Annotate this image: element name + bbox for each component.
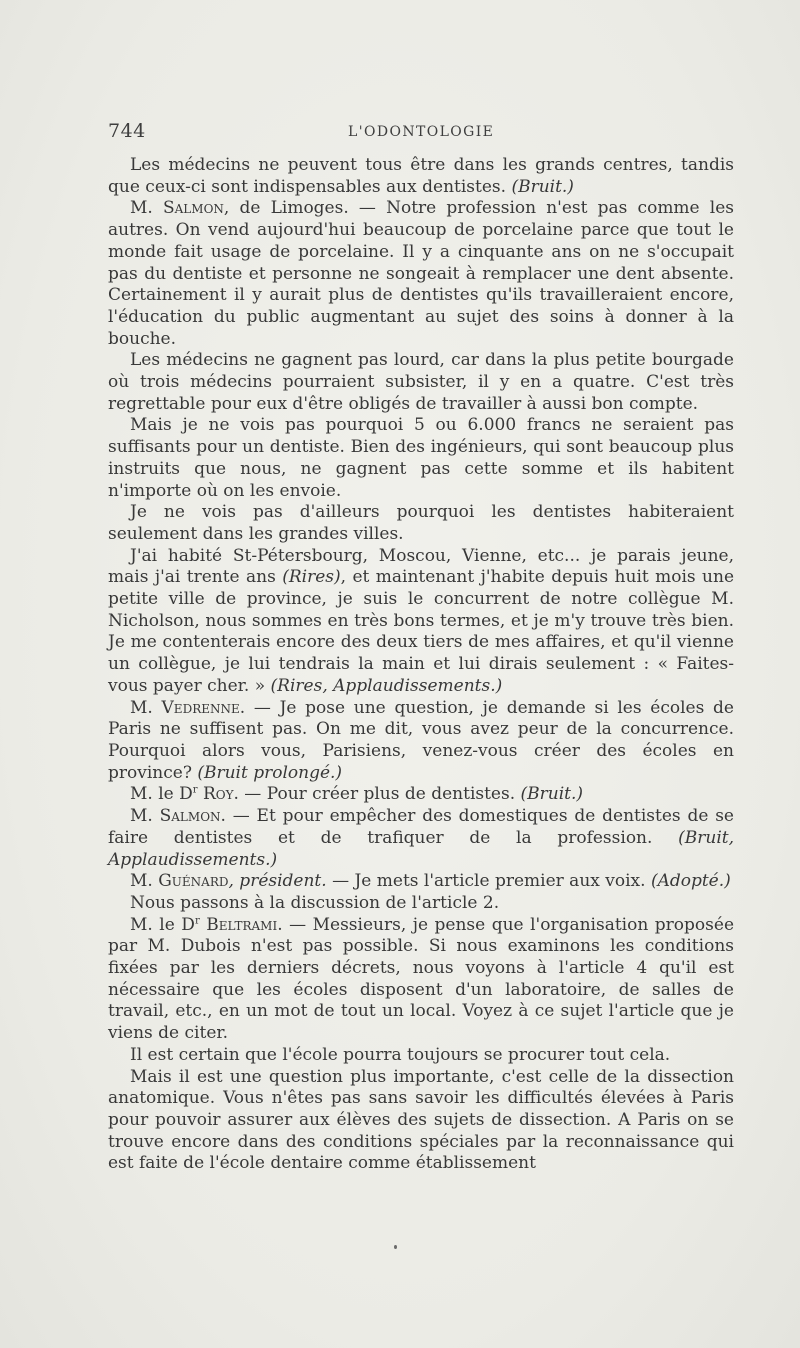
paragraph: M. Guénard, président. — Je mets l'article premier aux voix. (Adopté.) (130, 871, 731, 892)
body-text (108, 155, 734, 1175)
stage-note: (Adopté.) (650, 871, 731, 892)
speaker-name: Guénard (158, 871, 229, 892)
stage-note: (Bruit, Applaudissements.) (108, 827, 735, 870)
speaker-name: Salmon (163, 198, 224, 219)
paragraph: M. le $D^r$ Beltrami. — Messieurs, je pense que l'organisation proposée par M. Dubois n'est pas possible. Si nous examinons les conditions fixées par les derniers décrets, nous voyons à l'article 4 qu'il est nécessaire que les écoles disposent d'un laboratoire, de salles de travail, etc., en un mot de tout un local. Voyez à ce sujet l'article que je viens de citer. (108, 914, 734, 1044)
speaker-name: Roy (202, 784, 234, 805)
stage-note: (Bruit.) (511, 176, 574, 197)
print-speck (394, 1245, 397, 1249)
speaker-name: Salmon (159, 806, 221, 827)
speaker-name: Vedrenne (161, 697, 240, 718)
paragraph: M. Salmon, de Limoges. — Notre profession n'est pas comme les autres. On vend aujourd'hui beaucoup de porcelaine parce que tout le monde fait usage de porcelaine. Il y a cinquante ans on ne s'occupait pas du dentiste et personne ne songeait à remplacer une dent absente. Certainement il y aurait plus de dentistes qu'ils travailleraient encore, l'éducation du public augmentant au sujet des soins à donner à la bouche. (108, 198, 735, 349)
stage-note: (Rires) (282, 567, 341, 588)
speaker-name: Beltrami (206, 914, 278, 935)
stage-note: (Bruit prolongé.) (197, 762, 343, 783)
paragraph: J'ai habité St-Pétersbourg, Moscou, Vienne, etc... je parais jeune, mais j'ai trente ans (Rires), et maintenant j'habite depuis huit mois une petite ville de province, je suis le concurrent de notre collègue M. Nicholson, nous sommes en très bons termes, et je m'y trouve très bien. Je me contenterais encore des deux tiers de mes affaires, et qu'il vienne un collègue, je lui tendrais la main et lui dirais seulement : « Faites-vous payer cher. » (Rires, Applaudissements.) (108, 545, 735, 696)
paragraph: Mais je ne vois pas pourquoi 5 ou 6.000 francs ne seraient pas suffisants pour un dentiste. Bien des ingénieurs, qui sont beaucoup plus instruits que nous, ne gagnent pas cette somme et ils habitent n'importe où on les envoie. (108, 415, 734, 501)
paragraph: Les médecins ne gagnent pas lourd, car dans la plus petite bourgade où trois médecins pourraient subsister, il y en a quatre. C'est très regrettable pour eux d'être obligés de travailler à aussi bon compte. (108, 350, 734, 414)
running-head: L'ODONTOLOGIE (348, 124, 495, 140)
paragraph: M. Vedrenne. — Je pose une question, je demande si les écoles de Paris ne suffisent pas. On me dit, vous avez peur de la concurrence. Pourquoi alors vous, Parisiens, venez-vous créer des écoles en province? (Bruit prolongé.) (108, 697, 734, 783)
paragraph: Les médecins ne peuvent tous être dans les grands centres, tandis que ceux-ci sont indispensables aux dentistes. (Bruit.) (108, 155, 734, 197)
page-number: 744 (108, 120, 146, 142)
paragraph: Mais il est une question plus importante, c'est celle de la dissection anatomique. Vous n'êtes pas sans savoir les difficultés élevées à Paris pour pouvoir assurer aux élèves des sujets de dissection. A Paris on se trouve encore dans des conditions spéciales par la reconnaissance qui est faite de l'école dentaire comme établissement (108, 1066, 734, 1174)
paragraph: M. Salmon. — Et pour empêcher des domestiques de dentistes de se faire dentistes et de trafiquer de la profession. (Bruit, Applaudissements.) (108, 806, 735, 870)
stage-note: (Bruit.) (520, 784, 584, 805)
paragraph: Je ne vois pas d'ailleurs pourquoi les dentistes habiteraient seulement dans les grandes villes. (108, 502, 734, 544)
paragraph: M. le $D^r$ Roy. — Pour créer plus de dentistes. (Bruit.) (130, 784, 584, 805)
page-header (108, 120, 734, 146)
stage-note: (Rires, Applaudissements.) (270, 675, 503, 696)
paragraph: Il est certain que l'école pourra toujours se procurer tout cela. (130, 1044, 671, 1065)
paragraph: Nous passons à la discussion de l'article 2. (130, 892, 500, 913)
